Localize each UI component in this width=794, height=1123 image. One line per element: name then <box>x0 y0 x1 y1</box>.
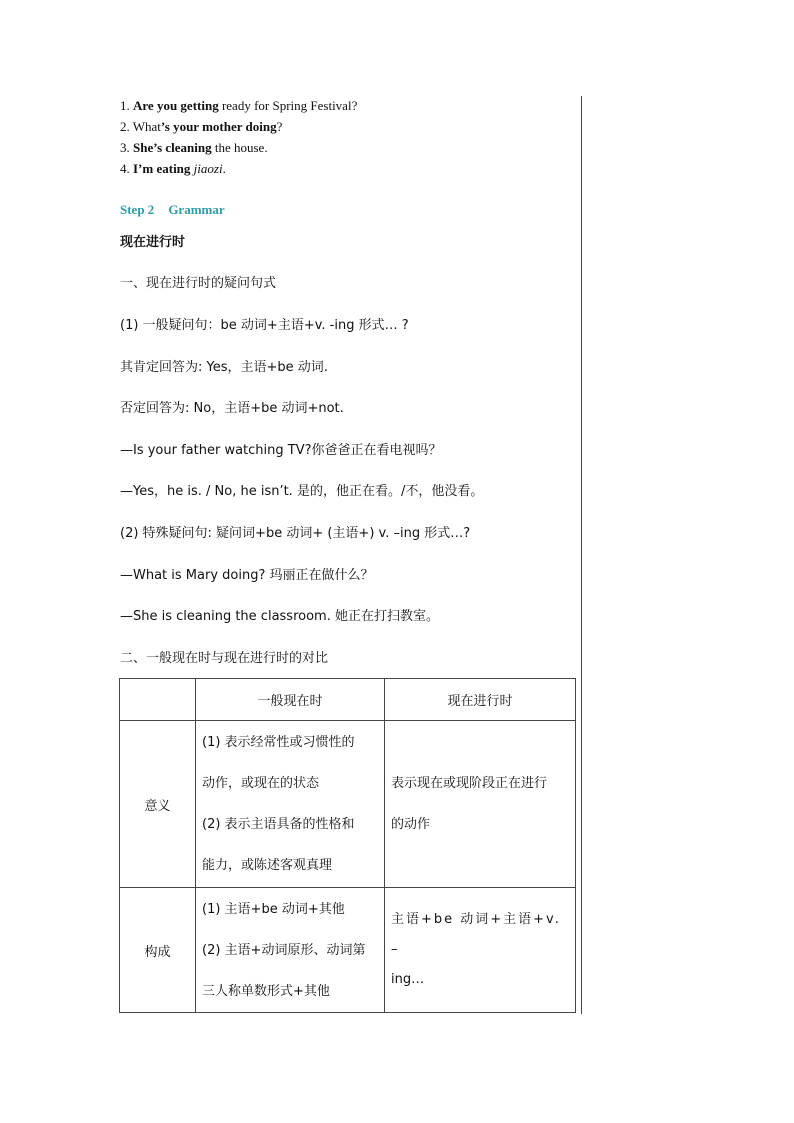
table-row <box>120 721 576 888</box>
question-type-general: (1) 一般疑问句：be 动词+主语+v. -ing 形式… ? <box>120 318 409 333</box>
table-header-present-progressive: 现在进行时 <box>385 679 576 721</box>
table-row <box>120 888 576 1013</box>
cell-line: 表示现在或现阶段正在进行 <box>391 776 548 791</box>
cell-line: (2) 表示主语具备的性格和 <box>202 817 355 832</box>
row-label-structure: 构成 <box>120 888 196 1013</box>
example-sentence-2: 2. What’s your mother doing? <box>120 119 283 134</box>
cell-line: (2) 主语+动词原形、动词第 <box>202 942 366 958</box>
negative-answer: 否定回答为: No，主语+be 动词+not. <box>120 401 344 416</box>
table-header-simple-present: 一般现在时 <box>196 679 385 721</box>
meaning-simple-present-cell <box>196 721 385 888</box>
cell-line: 的动作 <box>391 817 431 832</box>
part2-heading: 二、一般现在时与现在进行时的对比 <box>120 651 329 666</box>
question-type-special: (2) 特殊疑问句: 疑问词+be 动词+ (主语+) v. –ing 形式…? <box>120 526 471 541</box>
example-sentence-3: 3. She’s cleaning the house. <box>120 140 268 155</box>
example-answer-2: —She is cleaning the classroom. 她正在打扫教室。 <box>120 609 439 624</box>
example-question-2: —What is Mary doing? 玛丽正在做什么？ <box>120 568 374 583</box>
cell-line: 三人称单数形式+其他 <box>202 983 330 999</box>
row-label-meaning: 意义 <box>120 721 196 888</box>
cell-line: (1) 表示经常性或习惯性的 <box>202 735 355 750</box>
example-sentence-1: 1. Are you getting ready for Spring Festival? <box>120 98 358 113</box>
step-heading: Step 2 Grammar <box>120 202 225 217</box>
page-margin-line <box>581 96 582 1014</box>
structure-present-progressive-cell <box>385 888 576 1013</box>
part1-heading: 一、现在进行时的疑问句式 <box>120 276 277 291</box>
table-header-empty <box>120 679 196 721</box>
cell-line: 动作，或现在的状态 <box>202 776 320 791</box>
cell-line: 能力，或陈述客观真理 <box>202 858 333 873</box>
example-answer-1: —Yes，he is. / No, he isn’t. 是的，他正在看。/不，他没看。 <box>120 484 484 499</box>
section-title: 现在进行时 <box>120 235 186 250</box>
comparison-table <box>119 678 576 1013</box>
meaning-present-progressive-cell <box>385 721 576 888</box>
structure-simple-present-cell <box>196 888 385 1013</box>
cell-line: ing… <box>391 972 425 987</box>
table-header-row <box>120 679 576 721</box>
cell-line: (1) 主语+be 动词+其他 <box>202 901 345 917</box>
cell-line: 主语+be 动词+主语+v. – <box>391 912 561 957</box>
example-question-1: —Is your father watching TV?你爸爸正在看电视吗？ <box>120 443 442 458</box>
example-sentence-4: 4. I’m eating jiaozi. <box>120 161 226 176</box>
affirmative-answer: 其肯定回答为: Yes，主语+be 动词. <box>120 360 328 375</box>
